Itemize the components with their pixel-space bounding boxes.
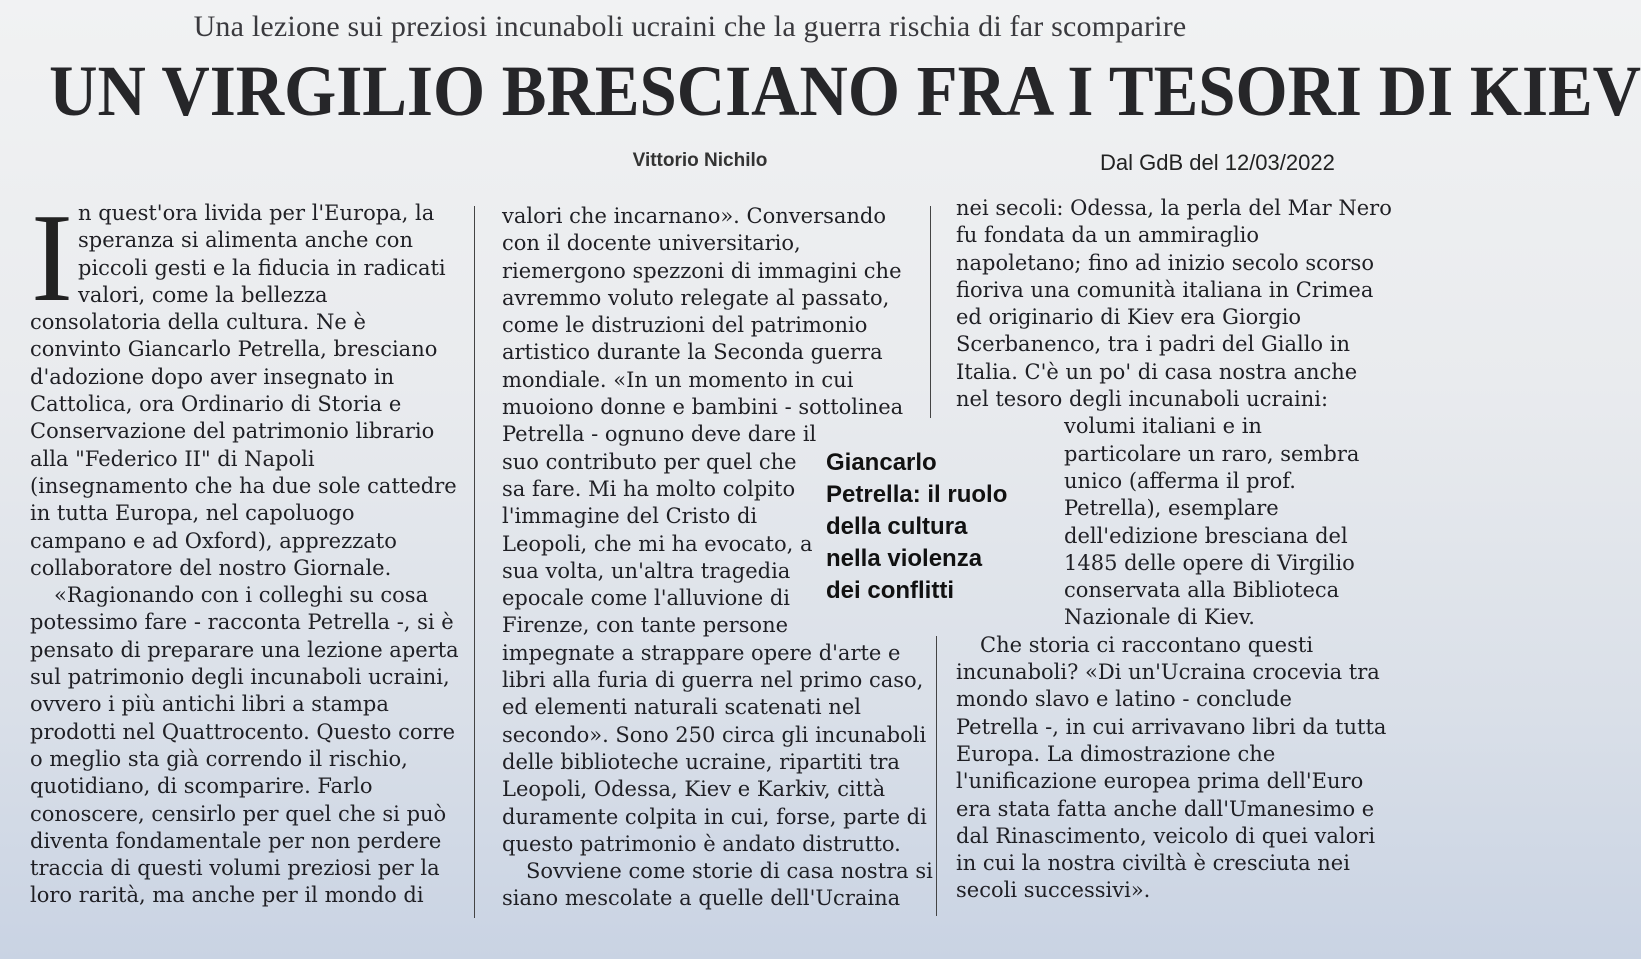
- text-line: Europa. La dimostrazione che: [956, 741, 1276, 766]
- text-line: in cui la nostra civiltà è cresciuta nei: [956, 851, 1350, 876]
- text-line: pensato di preparare una lezione aperta: [30, 637, 459, 662]
- text-line: prodotti nel Quattrocento. Questo corre: [30, 719, 456, 744]
- text-line: Petrella - ognuno deve dare il: [502, 422, 817, 447]
- text-line: fu fondata da un ammiraglio: [956, 223, 1260, 248]
- text-line: sua volta, un'altra tragedia: [502, 558, 791, 583]
- text-line: quotidiano, di scomparire. Farlo: [30, 774, 373, 799]
- source-note: Dal GdB del 12/03/2022: [1100, 150, 1335, 175]
- column-rule-1: [474, 206, 475, 918]
- text-line: muoiono donne e bambini - sottolinea: [502, 395, 904, 420]
- text-line: «Ragionando con i colleghi su cosa: [54, 583, 429, 608]
- text-line: Leopoli, che mi ha evocato, a: [502, 531, 813, 556]
- text-line: (insegnamento che ha due sole cattedre: [30, 473, 457, 498]
- text-line: secondo». Sono 250 circa gli incunaboli: [502, 722, 927, 747]
- text-line: volumi italiani e in: [1064, 414, 1262, 439]
- text-line: epocale come l'alluvione di: [502, 586, 791, 611]
- text-line: sul patrimonio degli incunaboli ucraini,: [30, 665, 450, 690]
- article-headline: UN VIRGILIO BRESCIANO FRA I TESORI DI KIEV: [49, 51, 1641, 131]
- author-byline: Vittorio Nichilo: [632, 150, 768, 171]
- text-line: o meglio sta già correndo il rischio,: [30, 746, 408, 771]
- text-line: consolatoria della cultura. Ne è: [30, 310, 366, 335]
- text-line: incunaboli? «Di un'Ucraina crocevia tra: [956, 660, 1380, 685]
- text-line: siano mescolate a quelle dell'Ucraina: [502, 886, 901, 911]
- text-line: ed elementi naturali scatenati nel: [502, 695, 861, 720]
- text-line: Che storia ci raccontano questi: [980, 632, 1314, 657]
- text-line: valori che incarnano». Conversando: [502, 204, 887, 228]
- text-line: in tutta Europa, nel capoluogo: [30, 501, 355, 526]
- text-line: Cattolica, ora Ordinario di Storia e: [30, 392, 402, 417]
- text-line: piccoli gesti e la fiducia in radicati: [78, 255, 446, 280]
- text-line: ed originario di Kiev era Giorgio: [956, 305, 1302, 330]
- text-line: n quest'ora livida per l'Europa, la: [78, 201, 435, 225]
- text-line: valori, come la bellezza: [78, 282, 328, 307]
- text-line: questo patrimonio è andato distrutto.: [502, 831, 901, 856]
- text-line: riemergono spezzoni di immagini che: [502, 258, 902, 283]
- text-line: nei secoli: Odessa, la perla del Mar Nero: [956, 196, 1392, 220]
- column-rule-3: [936, 636, 937, 916]
- text-line: impegnate a strappare opere d'arte e: [502, 640, 901, 665]
- text-line: come le distruzioni del patrimonio: [502, 313, 868, 338]
- text-line: traccia di questi volumi preziosi per la: [30, 856, 440, 881]
- text-line: l'unificazione europea prima dell'Euro: [956, 769, 1364, 794]
- text-line: secoli successivi».: [956, 878, 1151, 903]
- pull-quote-line: Petrella: il ruolo: [826, 481, 1008, 508]
- text-line: alla "Federico II" di Napoli: [30, 446, 315, 471]
- text-line: d'adozione dopo aver insegnato in: [30, 364, 395, 389]
- text-line: Scerbanenco, tra i padri del Giallo in: [956, 332, 1350, 357]
- text-line: con il docente universitario,: [502, 231, 801, 256]
- text-line: ovvero i più antichi libri a stampa: [30, 692, 389, 717]
- text-line: diventa fondamentale per non perdere: [30, 828, 442, 853]
- pull-quote-line: dei conflitti: [826, 577, 954, 604]
- text-line: Italia. C'è un po' di casa nostra anche: [956, 359, 1358, 384]
- text-line: potessimo fare - racconta Petrella -, si è: [30, 610, 454, 635]
- text-line: fioriva una comunità italiana in Crimea: [956, 277, 1374, 302]
- text-line: campano e ad Oxford), apprezzato: [30, 528, 397, 553]
- text-line: napoletano; fino ad inizio secolo scorso: [956, 250, 1374, 275]
- text-line: Firenze, con tante persone: [502, 613, 789, 638]
- drop-cap: I: [31, 189, 73, 328]
- text-line: Nazionale di Kiev.: [1064, 605, 1255, 630]
- text-line: nel tesoro degli incunaboli ucraini:: [956, 387, 1329, 412]
- text-line: avremmo voluto relegate al passato,: [502, 285, 890, 310]
- text-line: dal Rinascimento, veicolo di quei valori: [956, 823, 1376, 848]
- text-line: l'immagine del Cristo di: [502, 504, 758, 529]
- text-line: loro rarità, ma anche per il mondo di: [30, 883, 424, 908]
- text-line: speranza si alimenta anche con: [78, 228, 413, 253]
- text-line: conoscere, censirlo per quel che si può: [30, 801, 447, 826]
- text-line: sa fare. Mi ha molto colpito: [502, 476, 796, 501]
- text-line: unico (afferma il prof.: [1064, 468, 1296, 493]
- text-line: artistico durante la Seconda guerra: [502, 340, 883, 365]
- text-line: Petrella), esemplare: [1064, 496, 1279, 521]
- text-line: mondo slavo e latino - conclude: [956, 687, 1292, 712]
- article-column-3: [956, 195, 1392, 905]
- text-line: delle biblioteche ucraine, ripartiti tra: [502, 749, 900, 774]
- pull-quote-line: Giancarlo: [826, 449, 937, 476]
- text-line: Petrella -, in cui arrivavano libri da tutta: [956, 714, 1387, 739]
- text-line: collaboratore del nostro Giornale.: [30, 555, 392, 580]
- text-line: era stata fatta anche dall'Umanesimo e: [956, 796, 1375, 821]
- text-line: duramente colpita in cui, forse, parte di: [502, 804, 927, 829]
- article-kicker: Una lezione sui preziosi incunaboli ucraini che la guerra rischia di far scomparire: [193, 10, 1187, 43]
- text-line: Conservazione del patrimonio librario: [30, 419, 435, 444]
- text-line: mondiale. «In un momento in cui: [502, 367, 854, 392]
- text-line: particolare un raro, sembra: [1064, 441, 1360, 466]
- text-line: 1485 delle opere di Virgilio: [1064, 550, 1355, 575]
- text-line: dell'edizione bresciana del: [1064, 523, 1348, 548]
- text-line: convinto Giancarlo Petrella, bresciano: [30, 337, 438, 362]
- column-rule-2: [930, 206, 931, 418]
- text-line: conservata alla Biblioteca: [1064, 578, 1340, 603]
- pull-quote-line: nella violenza: [826, 545, 983, 572]
- pull-quote-line: della cultura: [826, 513, 968, 540]
- text-line: Sovviene come storie di casa nostra si: [526, 859, 933, 884]
- text-line: libri alla furia di guerra nel primo caso,: [502, 668, 924, 693]
- text-line: suo contributo per quel che: [502, 449, 797, 474]
- text-line: Leopoli, Odessa, Kiev e Karkiv, città: [502, 777, 886, 802]
- article-column-1: [30, 200, 460, 910]
